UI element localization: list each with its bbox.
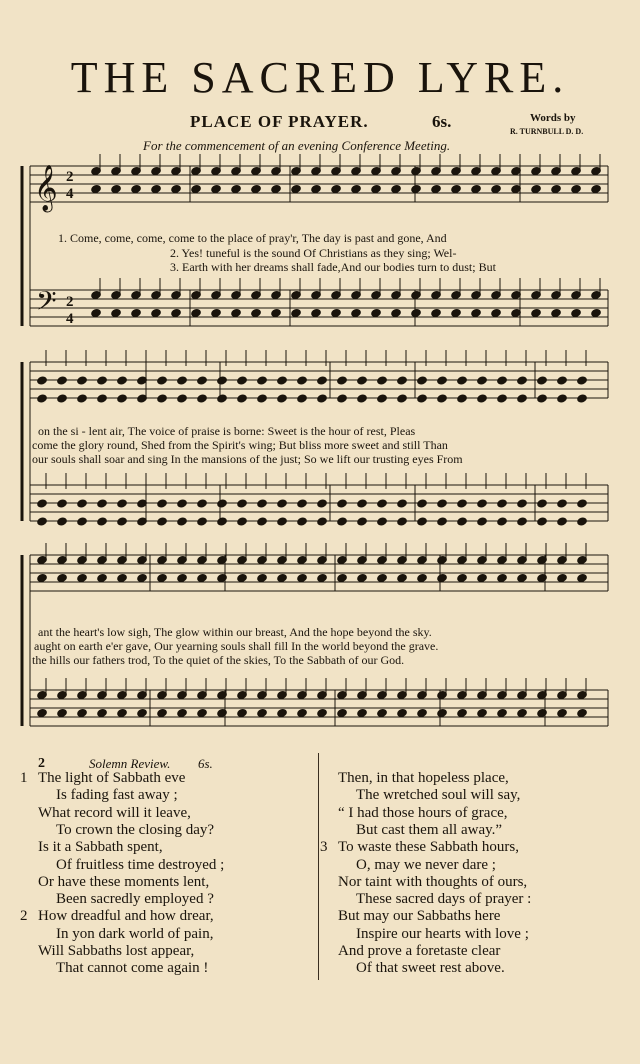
note-head <box>377 573 388 582</box>
note-head <box>577 573 588 582</box>
verse-number: 1 <box>20 770 28 786</box>
poem-line: How dreadful and how drear, <box>38 908 214 925</box>
note-head <box>477 499 488 508</box>
note-head <box>77 499 88 508</box>
note-head <box>457 499 468 508</box>
note-head <box>497 517 508 526</box>
note-head <box>417 517 428 526</box>
note-head <box>57 499 68 508</box>
note-head <box>151 184 162 193</box>
lyric-line: ant the heart's low sigh, The glow within our breast, And the hope beyond the sky. <box>38 625 432 639</box>
note-head <box>357 573 368 582</box>
note-head <box>457 708 468 717</box>
note-head <box>217 394 228 403</box>
note-head <box>577 499 588 508</box>
note-head <box>477 517 488 526</box>
note-head <box>257 499 268 508</box>
note-head <box>91 184 102 193</box>
note-head <box>377 708 388 717</box>
note-head <box>577 376 588 385</box>
note-head <box>37 573 48 582</box>
note-head <box>397 394 408 403</box>
note-head <box>317 499 328 508</box>
poem-line: In yon dark world of pain, <box>56 925 214 942</box>
note-head <box>297 573 308 582</box>
note-head <box>37 708 48 717</box>
note-head <box>311 184 322 193</box>
note-head <box>391 308 402 317</box>
note-head <box>217 376 228 385</box>
hymn-title: PLACE OF PRAYER. <box>190 112 369 131</box>
note-head <box>177 376 188 385</box>
lyric-line: 2. Yes! tuneful is the sound Of Christians as they sing; Wel- <box>170 246 457 260</box>
note-head <box>97 394 108 403</box>
note-head <box>197 517 208 526</box>
poem-line: Then, in that hopeless place, <box>338 770 509 786</box>
hymn2-meter: 6s. <box>198 756 213 771</box>
note-head <box>411 184 422 193</box>
note-head <box>337 499 348 508</box>
note-head <box>157 573 168 582</box>
note-head <box>177 708 188 717</box>
note-head <box>377 499 388 508</box>
note-head <box>191 184 202 193</box>
note-head <box>577 708 588 717</box>
note-head <box>117 573 128 582</box>
note-head <box>337 376 348 385</box>
note-head <box>557 394 568 403</box>
note-head <box>197 376 208 385</box>
note-head <box>471 308 482 317</box>
poem-line: Is it a Sabbath spent, <box>38 839 163 856</box>
poem-line: Will Sabbaths lost appear, <box>38 943 195 959</box>
poem-line: That cannot come again ! <box>56 960 209 977</box>
note-head <box>171 184 182 193</box>
note-head <box>37 517 48 526</box>
note-head <box>477 708 488 717</box>
lyric-line: come the glory round, Shed from the Spirit's wing; But bliss more sweet and still Than <box>32 438 448 452</box>
poem-line: To waste these Sabbath hours, <box>338 839 519 856</box>
note-head <box>91 308 102 317</box>
note-head <box>197 394 208 403</box>
note-head <box>437 517 448 526</box>
note-head <box>237 499 248 508</box>
hymn-meter: 6s. <box>432 112 452 131</box>
lyric-line: our souls shall soar and sing In the mansions of the just; So we lift our trusting eyes From <box>32 452 463 466</box>
note-head <box>437 376 448 385</box>
note-head <box>277 573 288 582</box>
note-head <box>451 184 462 193</box>
note-head <box>497 376 508 385</box>
note-head <box>397 376 408 385</box>
note-head <box>277 376 288 385</box>
note-head <box>531 184 542 193</box>
note-head <box>151 308 162 317</box>
note-head <box>417 376 428 385</box>
note-head <box>517 499 528 508</box>
note-head <box>277 394 288 403</box>
note-head <box>317 708 328 717</box>
note-head <box>517 394 528 403</box>
note-head <box>557 376 568 385</box>
note-head <box>217 517 228 526</box>
note-head <box>117 499 128 508</box>
note-head <box>397 708 408 717</box>
note-head <box>537 376 548 385</box>
note-head <box>477 376 488 385</box>
note-head <box>297 708 308 717</box>
note-head <box>357 394 368 403</box>
note-head <box>337 708 348 717</box>
poem-line: And prove a foretaste clear <box>338 943 501 959</box>
note-head <box>411 308 422 317</box>
poem-line: But may our Sabbaths here <box>338 908 501 925</box>
note-head <box>111 184 122 193</box>
lyric-line: 1. Come, come, come, come to the place of pray'r, The day is past and gone, And <box>58 231 447 245</box>
note-head <box>377 376 388 385</box>
note-head <box>577 517 588 526</box>
note-head <box>237 573 248 582</box>
book-title: THE SACRED LYRE. <box>70 53 570 102</box>
poem-line: The light of Sabbath eve <box>38 770 186 786</box>
note-head <box>397 517 408 526</box>
note-head <box>97 376 108 385</box>
note-head <box>97 573 108 582</box>
verse-number: 3 <box>320 839 328 856</box>
note-head <box>371 184 382 193</box>
note-head <box>417 573 428 582</box>
note-head <box>591 184 602 193</box>
note-head <box>117 517 128 526</box>
treble-clef-icon: 𝄞 <box>34 165 58 211</box>
note-head <box>157 708 168 717</box>
time-signature-treble: 2 <box>66 169 74 185</box>
note-head <box>257 394 268 403</box>
note-head <box>57 708 68 717</box>
note-head <box>351 184 362 193</box>
poem-line: To crown the closing day? <box>56 821 215 838</box>
note-head <box>337 573 348 582</box>
note-head <box>497 708 508 717</box>
note-head <box>457 573 468 582</box>
note-head <box>437 499 448 508</box>
note-head <box>531 308 542 317</box>
note-head <box>551 184 562 193</box>
note-head <box>537 573 548 582</box>
note-head <box>457 376 468 385</box>
note-head <box>57 573 68 582</box>
note-head <box>177 499 188 508</box>
note-head <box>251 184 262 193</box>
note-head <box>537 394 548 403</box>
note-head <box>451 308 462 317</box>
note-head <box>157 394 168 403</box>
note-head <box>237 376 248 385</box>
note-head <box>337 394 348 403</box>
note-head <box>257 517 268 526</box>
music-clefs <box>34 165 74 327</box>
note-head <box>357 517 368 526</box>
note-head <box>537 517 548 526</box>
note-head <box>517 708 528 717</box>
poem-line: The wretched soul will say, <box>356 787 521 804</box>
time-signature-treble-lower: 4 <box>66 186 74 202</box>
note-head <box>211 308 222 317</box>
time-signature-bass-lower: 4 <box>66 311 74 327</box>
note-head <box>317 394 328 403</box>
note-head <box>117 708 128 717</box>
column-divider <box>318 753 319 980</box>
note-head <box>357 376 368 385</box>
note-head <box>117 376 128 385</box>
note-head <box>277 499 288 508</box>
note-head <box>351 308 362 317</box>
note-head <box>397 573 408 582</box>
poem-line: These sacred days of prayer : <box>356 891 532 908</box>
poem-line: But cast them all away.” <box>356 821 503 838</box>
note-head <box>417 708 428 717</box>
note-head <box>437 573 448 582</box>
note-head <box>517 376 528 385</box>
note-head <box>497 573 508 582</box>
note-head <box>417 394 428 403</box>
note-head <box>257 376 268 385</box>
note-head <box>297 499 308 508</box>
note-head <box>357 499 368 508</box>
note-head <box>77 708 88 717</box>
note-head <box>231 308 242 317</box>
note-head <box>157 376 168 385</box>
note-head <box>157 499 168 508</box>
note-head <box>111 308 122 317</box>
hymn2-title: Solemn Review. <box>89 756 171 771</box>
note-head <box>77 517 88 526</box>
note-head <box>37 376 48 385</box>
note-head <box>537 708 548 717</box>
note-head <box>57 376 68 385</box>
note-head <box>517 573 528 582</box>
note-head <box>291 308 302 317</box>
note-head <box>277 517 288 526</box>
note-head <box>331 308 342 317</box>
lyric-line: on the si - lent air, The voice of praise is borne: Sweet is the hour of rest, Pleas <box>38 424 416 438</box>
note-head <box>557 708 568 717</box>
note-head <box>431 308 442 317</box>
note-head <box>437 394 448 403</box>
note-head <box>557 517 568 526</box>
note-head <box>571 308 582 317</box>
note-head <box>37 394 48 403</box>
note-head <box>137 708 148 717</box>
note-head <box>291 184 302 193</box>
note-head <box>131 308 142 317</box>
time-signature-bass: 2 <box>66 294 74 310</box>
note-head <box>331 184 342 193</box>
lyric-line: aught on earth e'er gave, Our yearning souls shall fill In the world beyond the grave. <box>34 639 439 653</box>
note-head <box>191 308 202 317</box>
poem-line: Nor taint with thoughts of ours, <box>338 873 528 890</box>
lyric-line: 3. Earth with her dreams shall fade,And our bodies turn to dust; But <box>170 260 496 274</box>
note-head <box>591 308 602 317</box>
note-head <box>391 184 402 193</box>
note-head <box>217 499 228 508</box>
note-head <box>257 708 268 717</box>
note-head <box>377 394 388 403</box>
note-head <box>97 499 108 508</box>
poem-line: Of that sweet rest above. <box>356 960 505 977</box>
note-head <box>431 184 442 193</box>
poem-line: Is fading fast away ; <box>56 787 178 804</box>
note-head <box>317 573 328 582</box>
poem-line: What record will it leave, <box>38 804 191 821</box>
note-head <box>97 517 108 526</box>
note-head <box>551 308 562 317</box>
note-head <box>211 184 222 193</box>
note-head <box>257 573 268 582</box>
note-head <box>57 394 68 403</box>
note-head <box>57 517 68 526</box>
poem-line: Of fruitless time destroyed ; <box>56 856 225 873</box>
note-head <box>337 517 348 526</box>
bass-clef-icon: 𝄢 <box>36 285 57 323</box>
note-head <box>311 308 322 317</box>
note-head <box>237 394 248 403</box>
note-head <box>417 499 428 508</box>
note-head <box>577 394 588 403</box>
note-head <box>117 394 128 403</box>
note-head <box>277 708 288 717</box>
note-head <box>297 394 308 403</box>
hymn-occasion: For the commencement of an evening Conference Meeting. <box>143 138 451 153</box>
note-head <box>177 573 188 582</box>
note-head <box>237 517 248 526</box>
lyric-line: the hills our fathers trod, To the quiet of the skies, To the Sabbath of our God. <box>32 653 405 667</box>
note-head <box>77 376 88 385</box>
note-head <box>571 184 582 193</box>
note-head <box>317 376 328 385</box>
note-head <box>131 184 142 193</box>
note-head <box>457 394 468 403</box>
note-head <box>77 573 88 582</box>
note-head <box>137 573 148 582</box>
note-head <box>477 573 488 582</box>
note-head <box>491 308 502 317</box>
note-head <box>537 499 548 508</box>
note-head <box>317 517 328 526</box>
note-head <box>491 184 502 193</box>
note-head <box>217 573 228 582</box>
author-credit: R. TURNBULL D. D. <box>510 127 584 136</box>
note-head <box>471 184 482 193</box>
note-head <box>371 308 382 317</box>
note-head <box>197 499 208 508</box>
note-head <box>157 517 168 526</box>
note-head <box>477 394 488 403</box>
verse-number: 2 <box>20 908 28 925</box>
note-head <box>297 517 308 526</box>
note-head <box>397 499 408 508</box>
poem-line: Or have these moments lent, <box>38 873 210 890</box>
note-head <box>197 573 208 582</box>
note-head <box>177 394 188 403</box>
poem-line: O, may we never dare ; <box>356 856 496 873</box>
note-head <box>271 184 282 193</box>
poem-line: “ I had those hours of grace, <box>338 804 508 821</box>
note-head <box>237 708 248 717</box>
note-head <box>517 517 528 526</box>
note-head <box>377 517 388 526</box>
words-by-label: Words by <box>530 112 576 124</box>
note-head <box>557 573 568 582</box>
note-head <box>297 376 308 385</box>
note-head <box>457 517 468 526</box>
note-head <box>77 394 88 403</box>
note-head <box>197 708 208 717</box>
hymn2-number: 2 <box>38 756 45 771</box>
note-head <box>497 499 508 508</box>
note-head <box>251 308 262 317</box>
note-head <box>171 308 182 317</box>
note-head <box>437 708 448 717</box>
note-head <box>231 184 242 193</box>
note-head <box>37 499 48 508</box>
note-head <box>497 394 508 403</box>
note-head <box>557 499 568 508</box>
poem-line: Been sacredly employed ? <box>56 891 214 908</box>
note-head <box>217 708 228 717</box>
note-head <box>97 708 108 717</box>
poem-line: Inspire our hearts with love ; <box>356 925 529 942</box>
note-head <box>271 308 282 317</box>
note-head <box>177 517 188 526</box>
note-head <box>357 708 368 717</box>
